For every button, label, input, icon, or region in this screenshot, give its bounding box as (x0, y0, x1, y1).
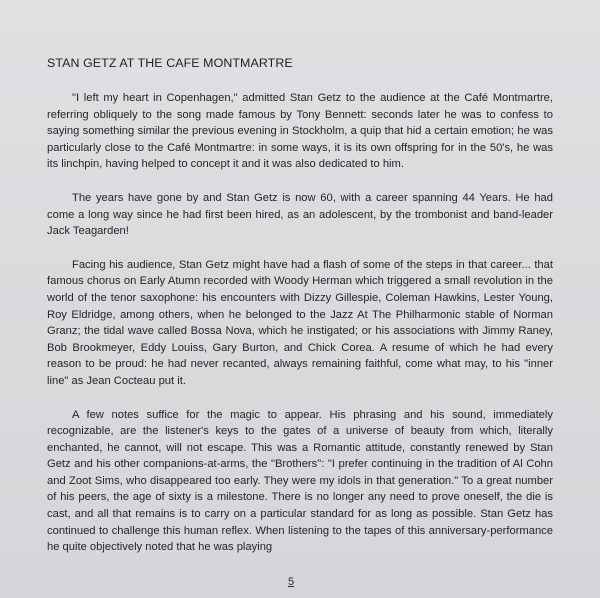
paragraph-4: A few notes suffice for the magic to appear. His phrasing and his sound, immediately recognizable, are the listener's keys to the gates of a universe of beauty from which, literally enchanted, he cannot, will not escape. This was a Romantic attitude, constantly renewed by Stan Getz and his other companions-at-arms, the "Brothers": "I prefer continuing in the tradition of Al Cohn and Zoot Sims, who disappeared too early. They were my idols in that generation." To a great number of his peers, the age of sixty is a milestone. There is no longer any need to prove oneself, the die is cast, and all that remains is to carry on a particular standard for as long as possible. Stan Getz has continued to challenge this human reflex. When listening to the tapes of this anniversary-performance he quite objectively noted that he was playing (47, 408, 553, 554)
paragraph-3: Facing his audience, Stan Getz might have had a flash of some of the steps in that career... that famous chorus on Early Atumn recorded with Woody Herman which triggered a small revolution in the world of the tenor saxophone: his encounters with Dizzy Gillespie, Coleman Hawkins, Lester Young, Roy Eldridge, among others, when he belonged to the Jazz At The Philharmonic stable of Norman Granz; the tidal wave called Bossa Nova, which he instigated; or his associations with Jimmy Raney, Bob Brookmeyer, Eddy Louiss, Gary Burton, and Chick Corea. A resume of which he had every reason to be proud: he had never recanted, always remaining faithful, come what may, to his "inner line" as Jean Cocteau put it. (47, 258, 553, 387)
article-body (47, 90, 553, 573)
paragraph-2: The years have gone by and Stan Getz is now 60, with a career spanning 44 Years. He had come a long way since he had first been hired, as an adolescent, by the trombonist and band-leader Jack Teagarden! (47, 191, 553, 238)
page-heading: STAN GETZ AT THE CAFE MONTMARTRE (47, 56, 293, 70)
page-number: 5 (288, 576, 295, 588)
paragraph-1: "I left my heart in Copenhagen," admitted Stan Getz to the audience at the Café Montmartre, referring obliquely to the song made famous by Tony Bennett: seconds later he was to confess to saying something similar the previous evening in Stockholm, a quip that hid a certain emotion; he was particularly close to the Café Montmartre: in some ways, it is its own offspring for in the 50's, he was its linchpin, having helped to concept it and it was also dedicated to him. (47, 92, 553, 171)
